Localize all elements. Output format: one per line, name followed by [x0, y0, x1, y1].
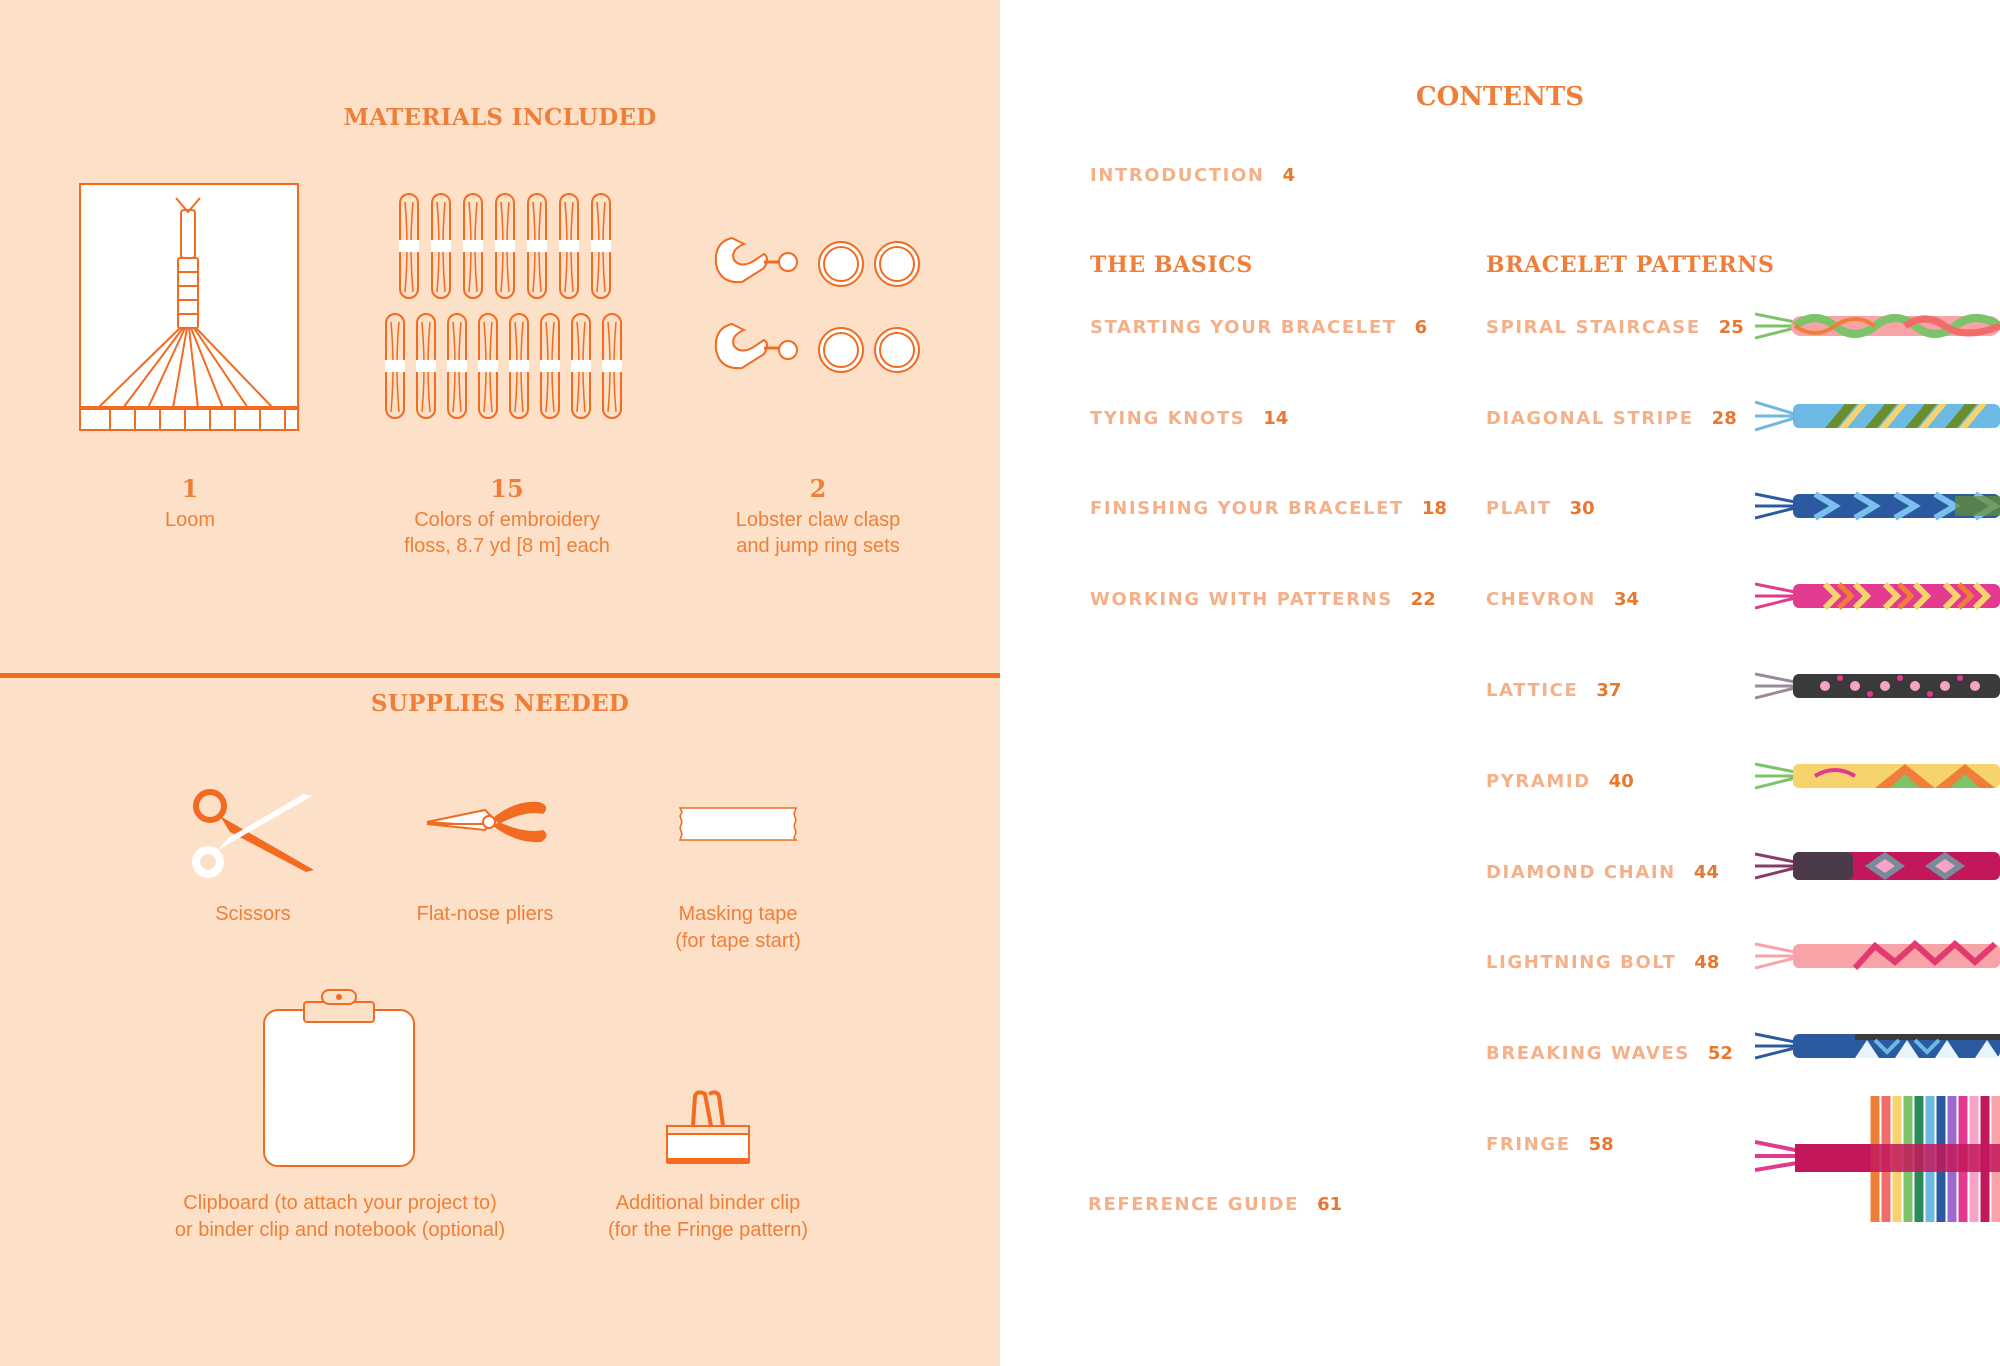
loom-label: Loom — [164, 509, 216, 531]
toc-item-label: LATTICE — [1486, 680, 1579, 701]
toc-fringe[interactable] — [1486, 1134, 1614, 1155]
toc-diagonal-stripe[interactable] — [1486, 408, 1737, 429]
materials-title: MATERIALS INCLUDED — [343, 104, 657, 131]
toc-item-page: 40 — [1608, 771, 1634, 792]
toc-breaking-waves[interactable] — [1486, 1043, 1733, 1064]
clipboard-icon — [262, 988, 416, 1168]
toc-working-with-patterns[interactable] — [1090, 589, 1436, 610]
loom-qty: 1 — [181, 474, 199, 503]
toc-lattice[interactable] — [1486, 680, 1621, 701]
toc-item-label: DIAMOND CHAIN — [1486, 862, 1676, 883]
toc-item-page: 52 — [1707, 1043, 1733, 1064]
toc-item-page: 34 — [1613, 589, 1639, 610]
lightning-bolt-swatch — [1755, 936, 2000, 976]
toc-spiral-staircase[interactable] — [1486, 317, 1744, 338]
toc-tying-knots[interactable] — [1090, 408, 1288, 429]
spiral-staircase-swatch — [1755, 306, 2000, 346]
toc-item-label: PLAIT — [1486, 498, 1552, 519]
toc-item-page: 25 — [1718, 317, 1744, 338]
toc-finishing-your-bracelet[interactable] — [1090, 498, 1447, 519]
toc-item-label: SPIRAL STAIRCASE — [1486, 317, 1701, 338]
toc-item-label: REFERENCE GUIDE — [1088, 1194, 1300, 1215]
scissors-icon — [188, 788, 318, 880]
toc-item-page: 4 — [1282, 165, 1296, 186]
tape-label-line1: Masking tape — [678, 903, 798, 925]
toc-item-page: 6 — [1414, 317, 1428, 338]
toc-item-page: 44 — [1693, 862, 1719, 883]
toc-item-label: WORKING WITH PATTERNS — [1090, 589, 1393, 610]
chevron-swatch — [1755, 576, 2000, 616]
lattice-swatch — [1755, 666, 2000, 706]
toc-item-label: TYING KNOTS — [1090, 408, 1246, 429]
clasp-label-line1: Lobster claw clasp — [735, 509, 901, 531]
toc-item-label: STARTING YOUR BRACELET — [1090, 317, 1397, 338]
pliers-icon — [425, 796, 551, 850]
toc-starting-your-bracelet[interactable] — [1090, 317, 1427, 338]
pyramid-swatch — [1755, 756, 2000, 796]
floss-qty: 15 — [490, 474, 524, 503]
binder-clip-label-line2: (for the Fringe pattern) — [607, 1219, 809, 1241]
toc-pyramid[interactable] — [1486, 771, 1634, 792]
toc-item-page: 30 — [1569, 498, 1595, 519]
toc-item-label: PYRAMID — [1486, 771, 1591, 792]
clipboard-label-line2: or binder clip and notebook (optional) — [174, 1219, 506, 1241]
toc-item-page: 14 — [1263, 408, 1289, 429]
toc-reference-guide[interactable] — [1088, 1194, 1342, 1215]
clipboard-label-line1: Clipboard (to attach your project to) — [183, 1192, 497, 1214]
toc-item-page: 28 — [1711, 408, 1737, 429]
breaking-waves-swatch — [1755, 1026, 2000, 1066]
diamond-chain-swatch — [1755, 846, 2000, 886]
toc-item-page: 61 — [1317, 1194, 1343, 1215]
toc-diamond-chain[interactable] — [1486, 862, 1719, 883]
floss-label-line1: Colors of embroidery — [414, 509, 600, 531]
toc-item-label: FINISHING YOUR BRACELET — [1090, 498, 1404, 519]
loom-icon — [78, 182, 302, 434]
toc-item-label: LIGHTNING BOLT — [1486, 952, 1677, 973]
toc-plait[interactable] — [1486, 498, 1595, 519]
toc-chevron[interactable] — [1486, 589, 1639, 610]
fringe-swatch — [1755, 1092, 2000, 1226]
supplies-title: SUPPLIES NEEDED — [370, 690, 630, 717]
tape-label-line2: (for tape start) — [675, 930, 801, 952]
tape-icon — [678, 806, 798, 842]
toc-item-page: 18 — [1421, 498, 1447, 519]
pliers-label: Flat-nose pliers — [416, 903, 554, 925]
floss-label-line2: floss, 8.7 yd [8 m] each — [404, 535, 610, 557]
toc-item-label: FRINGE — [1486, 1134, 1571, 1155]
toc-lightning-bolt[interactable] — [1486, 952, 1719, 973]
clasp-icon — [712, 232, 932, 382]
binder-clip-label-line1: Additional binder clip — [615, 1192, 801, 1214]
toc-item-page: 37 — [1596, 680, 1622, 701]
diagonal-stripe-swatch — [1755, 396, 2000, 436]
toc-item-label: INTRODUCTION — [1090, 165, 1265, 186]
patterns-heading: BRACELET PATTERNS — [1486, 252, 1775, 278]
clasp-qty: 2 — [809, 474, 827, 503]
toc-item-page: 58 — [1588, 1134, 1614, 1155]
plait-swatch — [1755, 486, 2000, 526]
toc-item-page: 48 — [1694, 952, 1720, 973]
clasp-label-line2: and jump ring sets — [736, 535, 900, 557]
scissors-label: Scissors — [215, 903, 291, 925]
toc-item-label: BREAKING WAVES — [1486, 1043, 1690, 1064]
basics-heading: THE BASICS — [1090, 252, 1253, 278]
contents-title: CONTENTS — [1415, 82, 1585, 112]
toc-introduction[interactable] — [1090, 165, 1295, 186]
binder-clip-icon — [665, 1090, 751, 1166]
toc-item-page: 22 — [1410, 589, 1436, 610]
toc-item-label: DIAGONAL STRIPE — [1486, 408, 1694, 429]
floss-icon — [382, 192, 632, 424]
section-divider — [0, 673, 1000, 678]
toc-item-label: CHEVRON — [1486, 589, 1596, 610]
